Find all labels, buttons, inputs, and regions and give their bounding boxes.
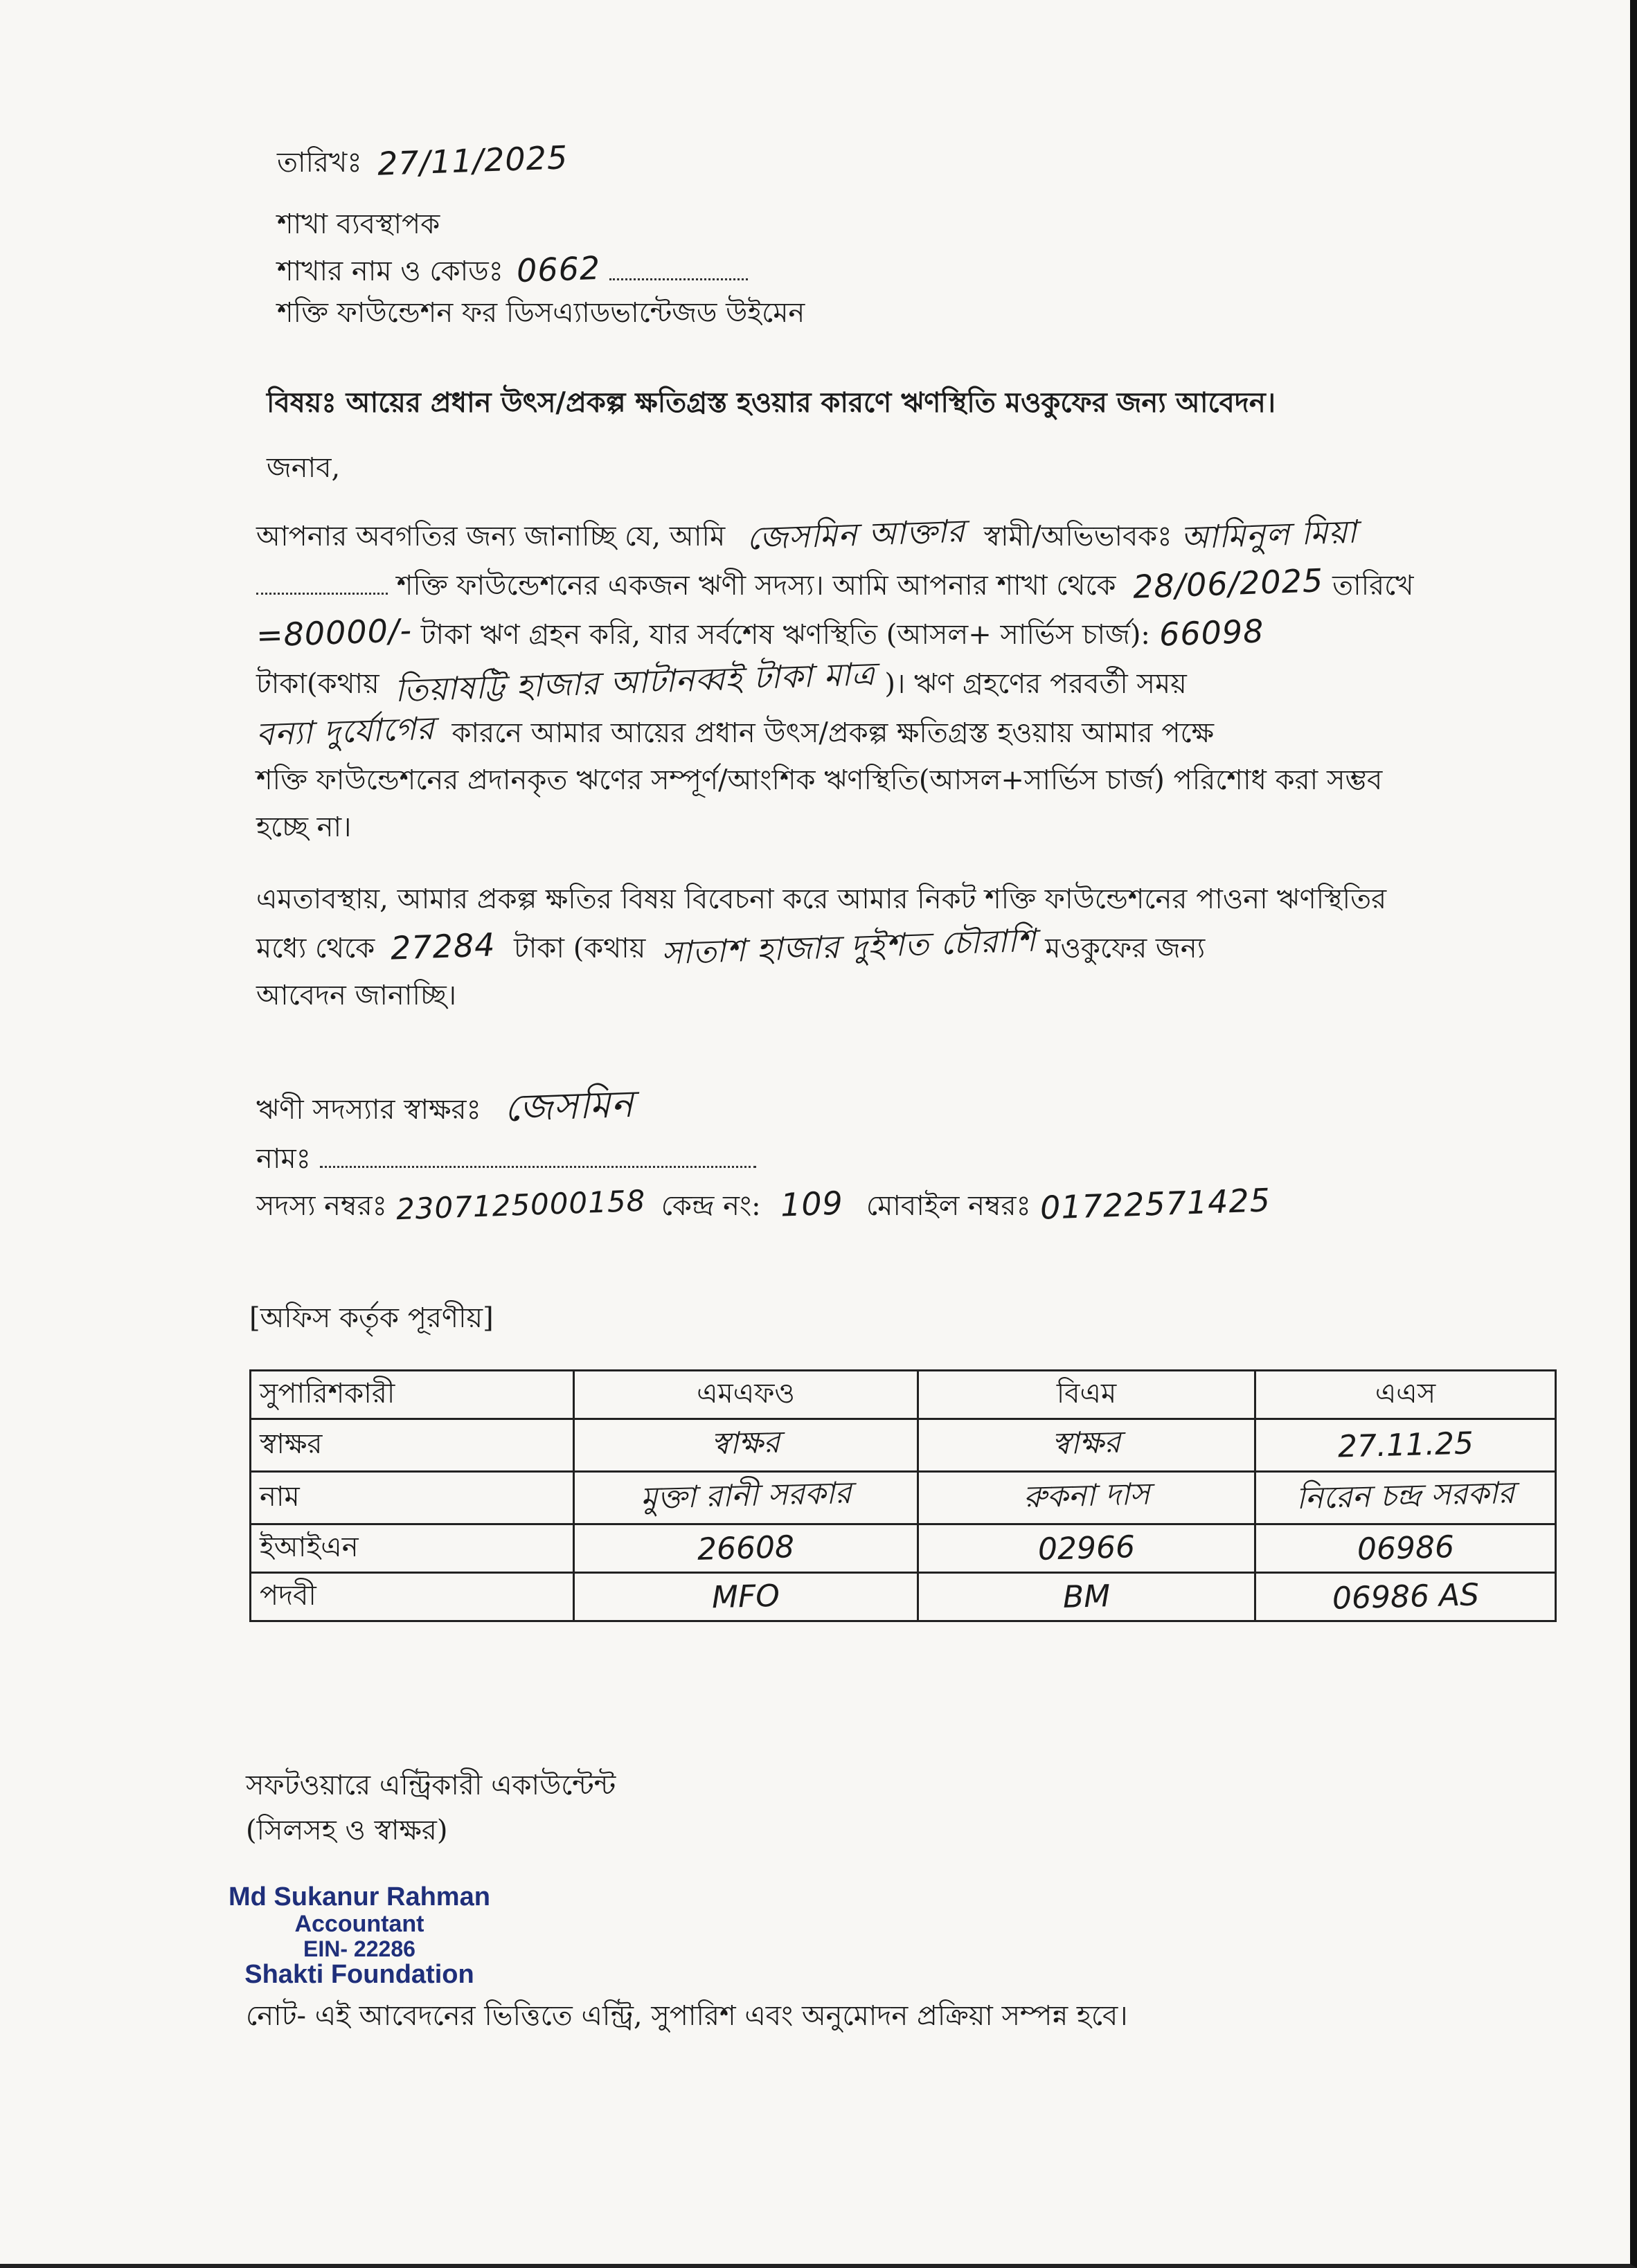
footer-note: নোট- এই আবেদনের ভিত্তিতে এন্ট্রি, সুপারিশ এবং অনুমোদন প্রক্রিয়া সম্পন্ন হবে। <box>246 2000 1128 2032</box>
branch-dots <box>609 278 748 280</box>
body-line-1 <box>256 511 1517 560</box>
member-number-row <box>256 1181 1271 1227</box>
date-label: তারিখঃ <box>277 147 362 179</box>
body-text-2: শক্তি ফাউন্ডেশনের একজন ঋণী সদস্য। আমি আপনার শাখা থেকে <box>396 570 1116 602</box>
body-text-4a: টাকা(কথায় <box>256 668 379 700</box>
guardian-name: আমিনুল মিয়া <box>1180 512 1359 557</box>
outstanding-words: তিয়াষট্টি হাজার আটানব্বই টাকা মাত্র <box>394 654 877 710</box>
date-row <box>277 138 569 183</box>
stamp-name: Md Sukanur Rahman <box>229 1882 490 1911</box>
body-text-4b: )। ঋণ গ্রহণের পরবর্তী সময় <box>884 668 1187 700</box>
organization-name: শক্তি ফাউন্ডেশন ফর ডিসএ্যাডভান্টেজড উইমেন <box>277 297 805 329</box>
table-cell <box>574 1573 918 1621</box>
recommendation-table <box>249 1369 1557 1622</box>
waiver-amount: 27284 <box>390 926 497 967</box>
header-cell: বিএম <box>918 1371 1255 1419</box>
mfo-ein: 26608 <box>697 1529 795 1567</box>
p2-text-b: টাকা (কথায় <box>514 933 646 964</box>
table-row <box>251 1472 1556 1524</box>
office-note: [অফিস কর্তৃক পূরণীয়] <box>249 1302 494 1334</box>
body-line-5 <box>256 708 1517 757</box>
waiver-words: সাতাশ হাজার দুইশত চৌরাশি <box>661 921 1037 972</box>
mfo-designation: MFO <box>711 1578 780 1616</box>
seal-label: (সিলসহ ও স্বাক্ষর) <box>246 1815 448 1846</box>
branch-code: 0662 <box>515 249 601 290</box>
as-designation: 06986 AS <box>1331 1577 1480 1617</box>
subject-line: বিষয়ঃ আয়ের প্রধান উৎস/প্রকল্প ক্ষতিগ্রস্ত হওয়ার কারণে ঋণস্থিতি মওকুফের জন্য আবেদন। <box>267 386 1276 419</box>
table-cell <box>918 1573 1255 1621</box>
member-signature: জেসমিন <box>503 1081 635 1131</box>
branch-label: শাখার নাম ও কোডঃ <box>277 255 503 287</box>
header-cell: সুপারিশকারী <box>251 1371 574 1419</box>
table-header-row <box>251 1371 1556 1419</box>
bm-ein: 02966 <box>1037 1529 1136 1567</box>
row-label: স্বাক্ষর <box>251 1419 574 1472</box>
addressee: শাখা ব্যবস্থাপক <box>277 208 440 240</box>
stamp-title: Accountant <box>294 1911 424 1938</box>
as-signature: 27.11.25 <box>1336 1425 1474 1465</box>
loan-amount: =80000/- <box>256 611 413 654</box>
member-name-row <box>256 1142 756 1176</box>
table-row <box>251 1524 1556 1573</box>
salutation: জনাব, <box>267 452 341 484</box>
center-no: 109 <box>780 1184 845 1224</box>
body-line-6: শক্তি ফাউন্ডেশনের প্রদানকৃত ঋণের সম্পূর্ণ/আংশিক ঋণস্থিতি(আসল+সার্ভিস চার্জ) পরিশোধ করা সম্ভব <box>256 764 1383 796</box>
as-name: নিরেন চন্দ্র সরকার <box>1296 1475 1515 1517</box>
dots-2 <box>256 592 388 595</box>
table-cell <box>574 1524 918 1573</box>
stamp-ein: EIN- 22286 <box>303 1936 415 1961</box>
mfo-signature: স্বাক্ষর <box>710 1424 781 1462</box>
loan-date: 28/06/2025 <box>1132 561 1325 606</box>
entry-accountant-label: সফটওয়ারে এন্ট্রিকারী একাউন্টেন্ট <box>246 1770 616 1801</box>
table-row <box>251 1419 1556 1472</box>
body-text-5: কারনে আমার আয়ের প্রধান উৎস/প্রকল্প ক্ষতিগ্রস্ত হওয়ায় আমার পক্ষে <box>451 717 1214 749</box>
table-row <box>251 1573 1556 1621</box>
body-text-1: আপনার অবগতির জন্য জানাচ্ছি যে, আমি <box>256 521 726 552</box>
p2-text-c: মওকুফের জন্য <box>1045 933 1206 964</box>
date-suffix: তারিখে <box>1332 570 1414 602</box>
row-label: ইআইএন <box>251 1524 574 1573</box>
bm-designation: BM <box>1062 1578 1111 1615</box>
row-label: পদবী <box>251 1573 574 1621</box>
table-cell <box>1255 1419 1556 1472</box>
date-value: 27/11/2025 <box>377 138 569 183</box>
outstanding-amount: 66098 <box>1158 612 1264 654</box>
name-label: নামঃ <box>256 1143 312 1175</box>
table-cell <box>574 1472 918 1524</box>
body-line-3 <box>256 609 1517 658</box>
bm-name: রুকনা দাস <box>1023 1476 1150 1515</box>
accountant-stamp <box>229 1883 490 1989</box>
p2-line-1: এমতাবস্থায়, আমার প্রকল্প ক্ষতির বিষয় বিবেচনা করে আমার নিকট শক্তি ফাউন্ডেশনের পাওনা ঋণস্থিতির <box>256 883 1387 915</box>
body-text-3: টাকা ঋণ গ্রহন করি, যার সর্বশেষ ঋণস্থিতি (আসল+ সার্ভিস চার্জ): <box>420 619 1150 651</box>
mfo-name: মুক্তা রানী সরকার <box>639 1475 852 1516</box>
table-cell <box>918 1419 1255 1472</box>
member-signature-row <box>256 1081 635 1131</box>
member-no-label: সদস্য নম্বরঃ <box>256 1190 387 1222</box>
p2-line-3: আবেদন জানাচ্ছি। <box>256 980 457 1011</box>
body-line-4 <box>256 654 1517 710</box>
row-label: নাম <box>251 1472 574 1524</box>
member-no: 2307125000158 <box>395 1183 646 1227</box>
table-cell <box>1255 1472 1556 1524</box>
name-dots <box>320 1165 756 1168</box>
table-cell <box>918 1524 1255 1573</box>
body-line-2 <box>256 560 1517 609</box>
table-cell <box>574 1419 918 1472</box>
header-cell: এমএফও <box>574 1371 918 1419</box>
branch-row <box>277 251 748 289</box>
p2-text-a: মধ্যে থেকে <box>256 933 375 964</box>
mobile-no: 01722571425 <box>1039 1181 1271 1227</box>
applicant-name: জেসমিন আক্তার <box>746 512 966 557</box>
body-paragraph-2 <box>256 876 1517 1019</box>
header-cell: এএস <box>1255 1371 1556 1419</box>
as-ein: 06986 <box>1356 1529 1455 1567</box>
center-label: কেন্দ্র নং: <box>661 1190 761 1222</box>
p2-line-2 <box>256 923 1517 972</box>
damage-cause: বন্যা দুর্যোগের <box>256 709 436 753</box>
guardian-label: স্বামী/অভিভাবকঃ <box>983 521 1172 552</box>
table-cell <box>1255 1524 1556 1573</box>
table-cell <box>1255 1573 1556 1621</box>
body-line-7: হচ্ছে না। <box>256 811 352 843</box>
stamp-org: Shakti Foundation <box>244 1960 474 1990</box>
body-paragraph-1 <box>256 511 1517 851</box>
bm-signature: স্বাক্ষর <box>1051 1424 1122 1462</box>
table-cell <box>918 1472 1255 1524</box>
mobile-label: মোবাইল নম্বরঃ <box>866 1190 1031 1222</box>
signature-label: ঋণী সদস্যার স্বাক্ষরঃ <box>256 1094 481 1126</box>
